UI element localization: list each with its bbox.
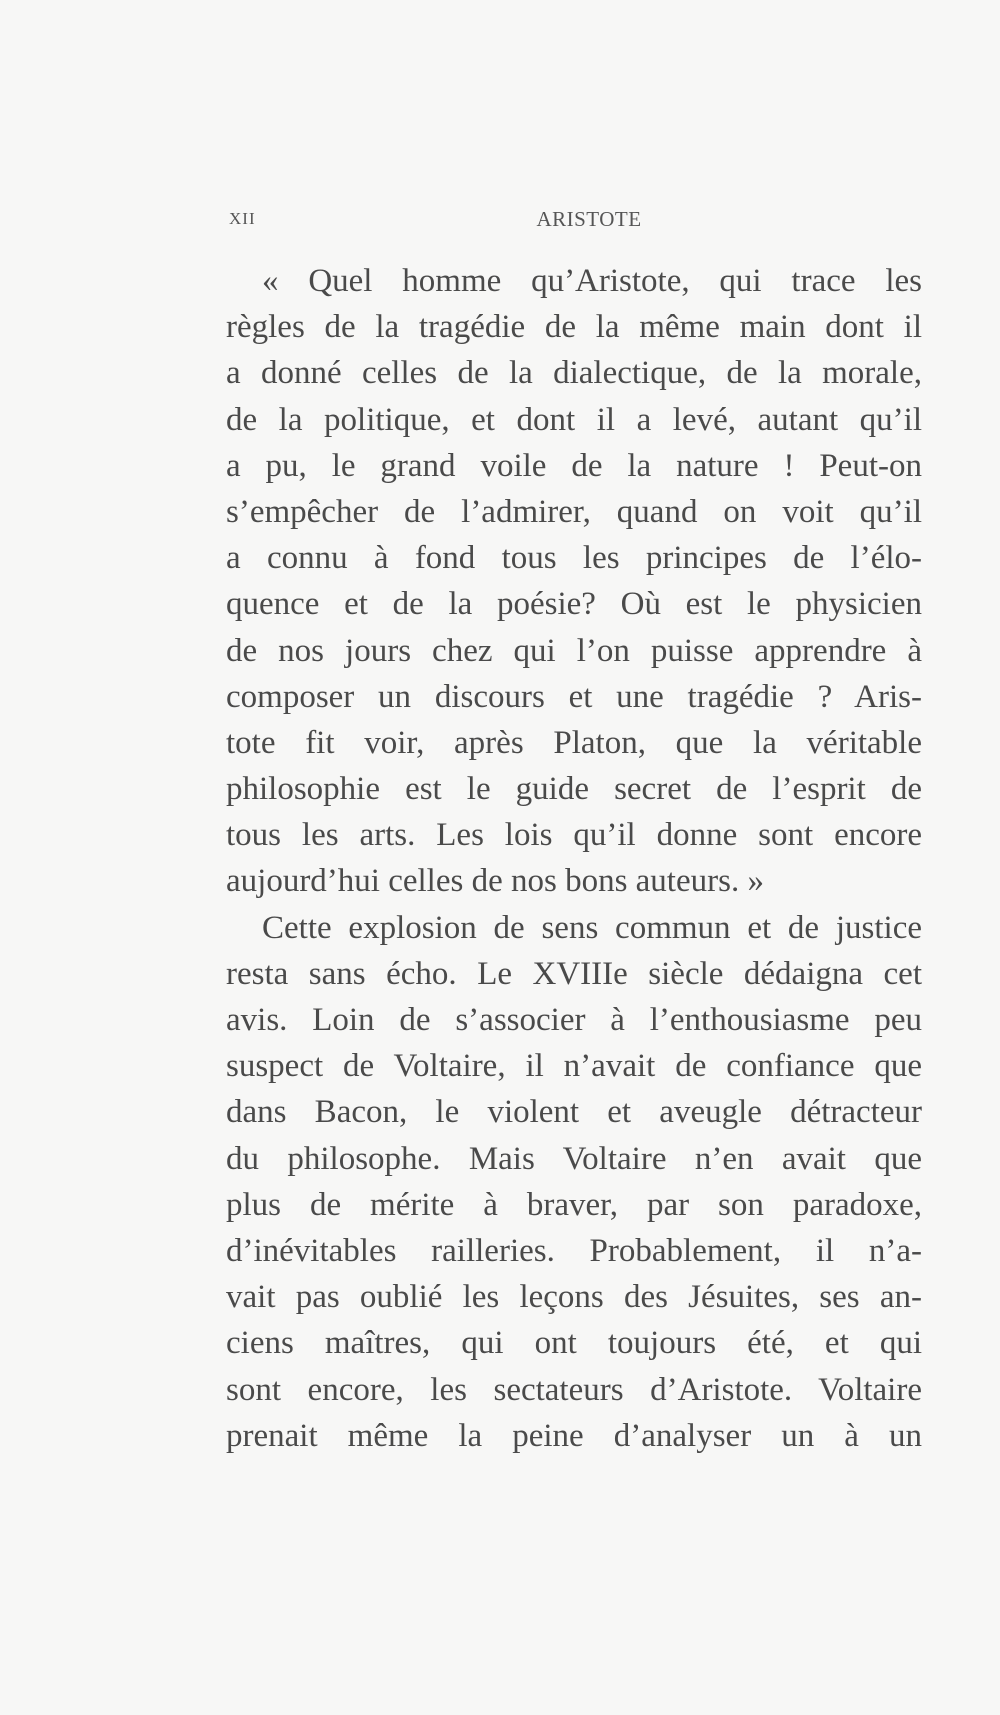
running-head — [229, 207, 921, 237]
text-line: philosophie est le guide secret de l’esprit de — [226, 771, 922, 808]
text-line: dans Bacon, le violent et aveugle détracteur — [226, 1094, 922, 1131]
page-number: XII — [229, 209, 256, 228]
text-line: plus de mérite à braver, par son paradoxe, — [226, 1186, 922, 1223]
text-line: règles de la tragédie de la même main dont il — [226, 309, 922, 346]
text-line: avis. Loin de s’associer à l’enthousiasme peu — [226, 1002, 922, 1038]
text-line: de la politique, et dont il a levé, autant qu’il — [226, 401, 922, 438]
text-line: Cette explosion de sens commun et de justice — [262, 909, 922, 946]
text-line: prenait même la peine d’analyser un à un — [226, 1417, 922, 1454]
text-line: a donné celles de la dialectique, de la morale, — [226, 355, 922, 392]
body-text — [226, 258, 922, 1459]
text-line: a pu, le grand voile de la nature ! Peut-on — [226, 447, 922, 484]
text-line: ciens maîtres, qui ont toujours été, et qui — [226, 1325, 922, 1362]
text-line: du philosophe. Mais Voltaire n’en avait que — [226, 1140, 922, 1177]
text-line: a connu à fond tous les principes de l’élo- — [226, 540, 922, 577]
text-line: vait pas oublié les leçons des Jésuites, ses an- — [226, 1279, 922, 1316]
text-line: aujourd’hui celles de nos bons auteurs. » — [226, 863, 764, 900]
text-line: composer un discours et une tragédie ? Aris- — [226, 678, 922, 715]
text-line: tote fit voir, après Platon, que la véritable — [226, 724, 922, 761]
text-line: sont encore, les sectateurs d’Aristote. Voltaire — [226, 1371, 922, 1408]
text-line: quence et de la poésie? Où est le physicien — [226, 586, 922, 623]
text-line: d’inévitables railleries. Probablement, il n’a- — [226, 1232, 922, 1269]
text-line: s’empêcher de l’admirer, quand on voit qu’il — [226, 493, 922, 530]
text-line: « Quel homme qu’Aristote, qui trace les — [262, 263, 922, 299]
text-line: suspect de Voltaire, il n’avait de confiance que — [226, 1048, 922, 1085]
text-line: resta sans écho. Le XVIIIe siècle dédaigna cet — [226, 955, 922, 992]
text-line: tous les arts. Les lois qu’il donne sont encore — [226, 817, 922, 854]
text-line: de nos jours chez qui l’on puisse apprendre à — [226, 632, 922, 669]
running-title: ARISTOTE — [536, 207, 642, 231]
